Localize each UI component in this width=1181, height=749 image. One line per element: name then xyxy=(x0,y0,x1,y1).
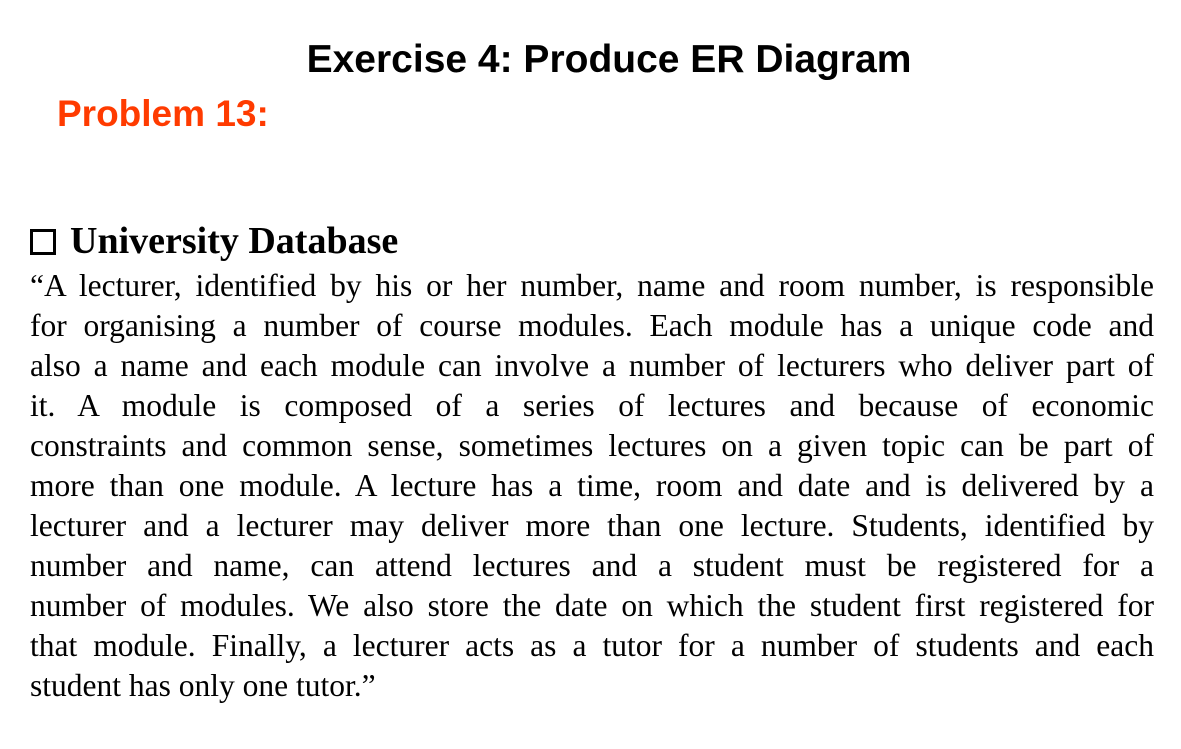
description-line: constraints and common sense, sometimes lectures on a given topic can be part of xyxy=(30,428,1154,463)
problem-description xyxy=(30,266,1154,706)
description-line: student has only one tutor.” xyxy=(30,668,376,703)
description-line: number and name, can attend lectures and a student must be registered for a xyxy=(30,548,1154,583)
page-title: Exercise 4: Produce ER Diagram xyxy=(306,38,912,81)
description-line: lecturer and a lecturer may deliver more than one lecture. Students, identified by xyxy=(30,508,1154,543)
section-heading xyxy=(30,220,398,262)
description-line: more than one module. A lecture has a time, room and date and is delivered by a xyxy=(30,468,1154,503)
description-line: for organising a number of course modules. Each module has a unique code and xyxy=(30,308,1154,343)
checkbox-bullet-icon xyxy=(30,229,56,255)
problem-label: Problem 13: xyxy=(57,93,269,134)
description-line: number of modules. We also store the date on which the student first registered for xyxy=(30,588,1154,623)
section-heading-text: University Database xyxy=(70,220,399,262)
description-line: “A lecturer, identified by his or her number, name and room number, is responsible xyxy=(30,268,1154,303)
description-line: that module. Finally, a lecturer acts as a tutor for a number of students and each xyxy=(30,628,1154,663)
description-line: it. A module is composed of a series of lectures and because of economic xyxy=(30,388,1154,423)
description-line: also a name and each module can involve a number of lecturers who deliver part of xyxy=(30,348,1154,383)
